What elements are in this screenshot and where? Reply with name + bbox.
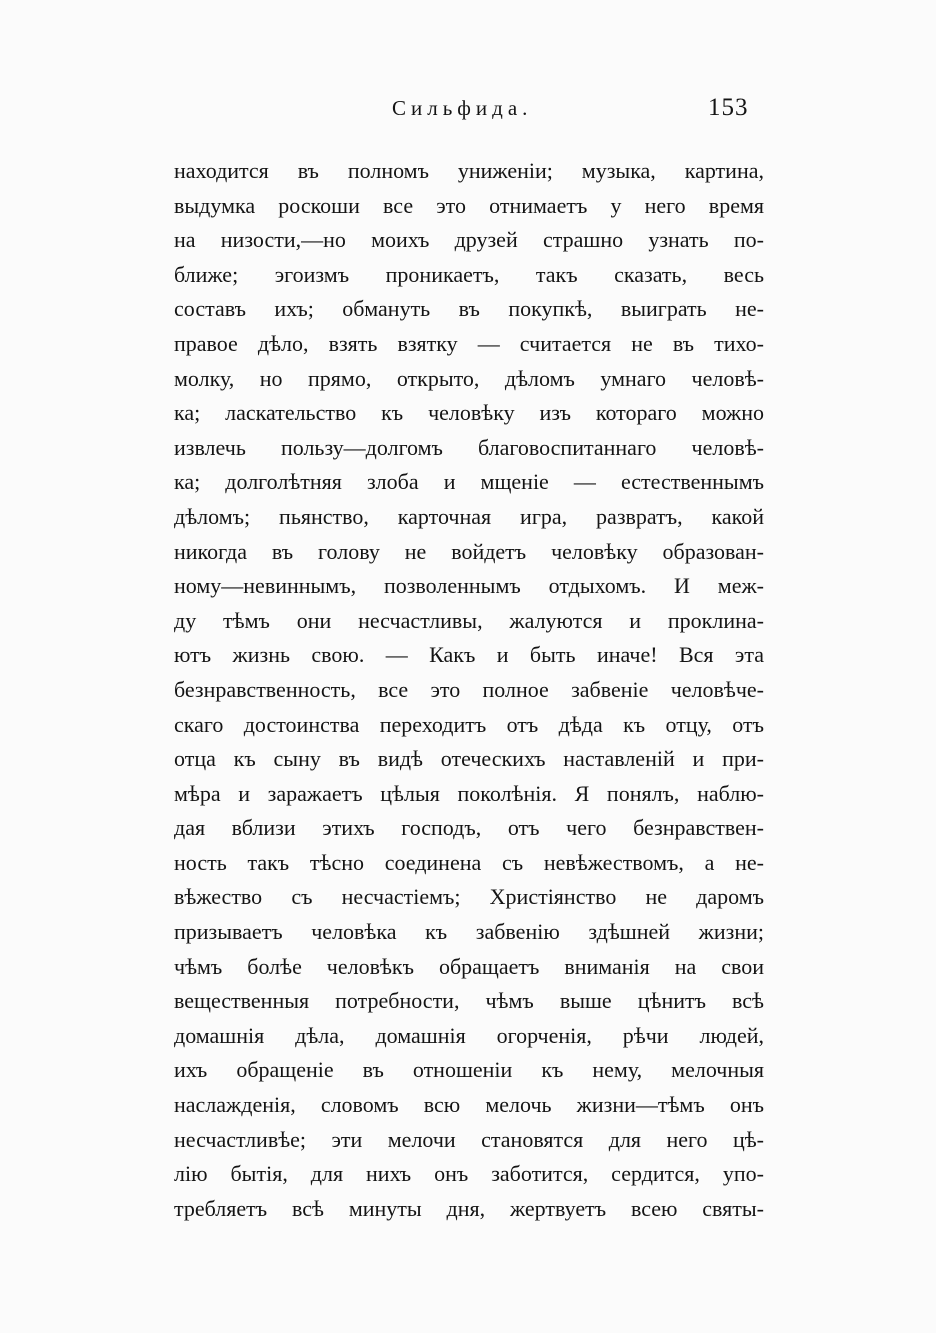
- text-line: вещественныя потребности, чѣмъ выше цѣнитъ всѣ: [174, 988, 764, 1014]
- text-line: никогда въ голову не войдетъ человѣку образован-: [174, 538, 764, 564]
- text-line: несчастливѣе; эти мелочи становятся для него цѣ-: [174, 1126, 764, 1152]
- text-line: правое дѣло, взять взятку — считается не въ тихо-: [174, 330, 764, 356]
- text-line: лію бытія, для нихъ онъ заботится, сердится, упо-: [174, 1161, 764, 1187]
- text-line: дѣломъ; пьянство, карточная игра, развратъ, какой: [174, 503, 764, 529]
- text-line: наслажденія, словомъ всю мелочь жизни—тѣмъ онъ: [174, 1092, 764, 1118]
- text-line: отца къ сыну въ видѣ отеческихъ наставленій и при-: [174, 746, 764, 772]
- page-header: [0, 90, 936, 130]
- text-line: находится въ полномъ униженіи; музыка, картина,: [174, 158, 764, 183]
- text-line: безнравственность, все это полное забвеніе человѣче-: [174, 676, 764, 702]
- text-line: дая вблизи этихъ господъ, отъ чего безнравствен-: [174, 815, 764, 841]
- text-line: ному—невиннымъ, позволеннымъ отдыхомъ. И меж-: [174, 573, 764, 599]
- text-line: ближе; эгоизмъ проникаетъ, такъ сказать, весь: [174, 261, 764, 287]
- text-line: молку, но прямо, открыто, дѣломъ умнаго человѣ-: [174, 365, 764, 391]
- text-line: требляетъ всѣ минуты дня, жертвуетъ всею святы-: [174, 1195, 764, 1221]
- body-text: [174, 154, 764, 1226]
- text-line: ка; долголѣтняя злоба и мщеніе — естественнымъ: [174, 469, 764, 495]
- text-line: извлечь пользу—долгомъ благовоспитаннаго человѣ-: [174, 434, 764, 460]
- text-line: домашнія дѣла, домашнія огорченія, рѣчи людей,: [174, 1022, 764, 1048]
- text-line: мѣра и заражаетъ цѣлыя поколѣнія. Я понялъ, наблю-: [174, 780, 764, 806]
- text-line: скаго достоинства переходитъ отъ дѣда къ отцу, отъ: [174, 711, 764, 737]
- text-line: ду тѣмъ они несчастливы, жалуются и проклина-: [174, 607, 764, 633]
- text-line: вѣжество съ несчастіемъ; Христіянство не даромъ: [174, 884, 764, 910]
- text-line: ютъ жизнь свою. — Какъ и быть иначе! Вся эта: [174, 642, 764, 668]
- text-line: призываетъ человѣка къ забвенію здѣшней жизни;: [174, 919, 764, 945]
- text-line: чѣмъ болѣе человѣкъ обращаетъ вниманія на свои: [174, 953, 764, 979]
- text-line: ка; ласкательство къ человѣку изъ котораго можно: [174, 400, 764, 426]
- text-line: выдумка роскоши все это отнимаетъ у него время: [174, 192, 764, 218]
- text-line: ность такъ тѣсно соединена съ невѣжествомъ, а не-: [174, 849, 764, 875]
- text-line: составъ ихъ; обмануть въ покупкѣ, выиграть не-: [174, 296, 764, 322]
- page-number: 153: [708, 94, 749, 121]
- text-line: на низости,—но моихъ друзей страшно узнать по-: [174, 227, 764, 253]
- running-title: Сильфида.: [392, 96, 533, 120]
- text-line: ихъ обращеніе въ отношеніи къ нему, мелочныя: [174, 1057, 764, 1083]
